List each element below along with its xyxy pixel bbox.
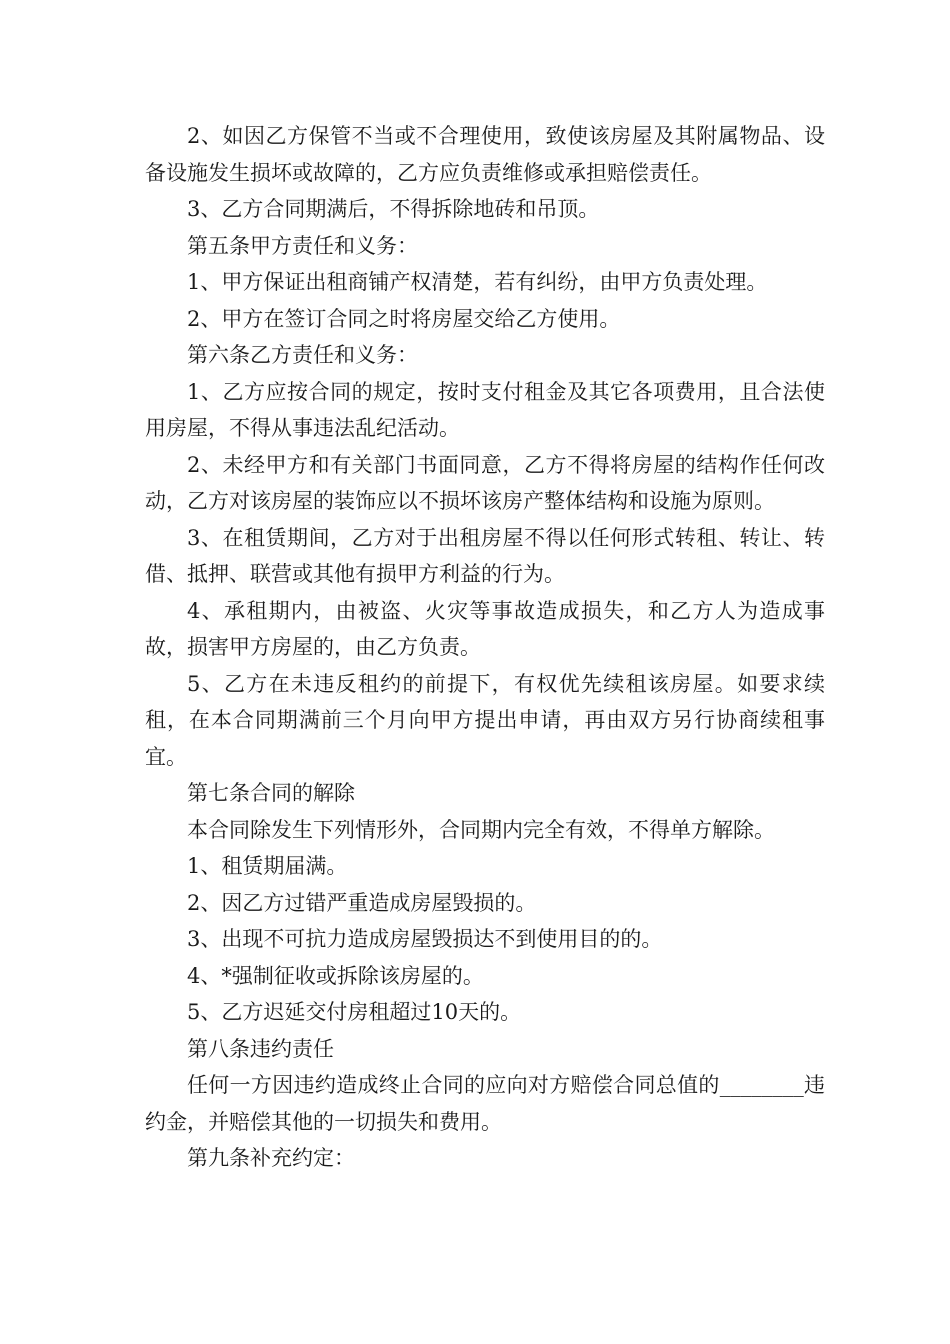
- clause-paragraph: 5、乙方在未违反租约的前提下，有权优先续租该房屋。如要求续租，在本合同期满前三个月向甲方提出申请，再由双方另行协商续租事宜。: [145, 671, 825, 769]
- document-body: [145, 118, 825, 1177]
- clause-paragraph: 2、甲方在签订合同之时将房屋交给乙方使用。: [187, 306, 621, 331]
- clause-paragraph: 1、租赁期届满。: [187, 854, 348, 878]
- clause-paragraph: 2、如因乙方保管不当或不合理使用，致使该房屋及其附属物品、设备设施发生损坏或故障的，乙方应负责维修或承担赔偿责任。: [145, 124, 825, 185]
- clause-paragraph: 2、未经甲方和有关部门书面同意，乙方不得将房屋的结构作任何改动，乙方对该房屋的装饰应以不损坏该房产整体结构和设施为原则。: [145, 452, 825, 513]
- section-heading: 第七条合同的解除: [187, 781, 355, 805]
- clause-paragraph: 本合同除发生下列情形外，合同期内完全有效，不得单方解除。: [187, 817, 775, 842]
- clause-paragraph: 3、出现不可抗力造成房屋毁损达不到使用目的的。: [187, 927, 663, 951]
- clause-paragraph: 5、乙方迟延交付房租超过10天的。: [187, 1000, 522, 1024]
- section-heading: 第九条补充约定：: [187, 1146, 355, 1170]
- clause-paragraph: 3、乙方合同期满后，不得拆除地砖和吊顶。: [187, 197, 600, 221]
- clause-paragraph: 1、乙方应按合同的规定，按时支付租金及其它各项费用，且合法使用房屋，不得从事违法乱纪活动。: [145, 379, 825, 440]
- clause-paragraph: 4、承租期内，由被盗、火灾等事故造成损失，和乙方人为造成事故，损害甲方房屋的，由乙方负责。: [145, 598, 825, 659]
- clause-paragraph: 1、甲方保证出租商铺产权清楚，若有纠纷，由甲方负责处理。: [187, 270, 768, 294]
- clause-paragraph: 3、在租赁期间，乙方对于出租房屋不得以任何形式转租、转让、转借、抵押、联营或其他有损甲方利益的行为。: [145, 525, 825, 586]
- section-heading: 第六条乙方责任和义务：: [187, 343, 418, 367]
- section-heading: 第五条甲方责任和义务：: [187, 233, 418, 258]
- clause-paragraph: 任何一方因违约造成终止合同的应向对方赔偿合同总值的________违约金，并赔偿其他的一切损失和费用。: [145, 1073, 825, 1134]
- section-heading: 第八条违约责任: [187, 1036, 334, 1061]
- clause-paragraph: 4、*强制征收或拆除该房屋的。: [187, 963, 484, 988]
- clause-paragraph: 2、因乙方过错严重造成房屋毁损的。: [187, 890, 537, 915]
